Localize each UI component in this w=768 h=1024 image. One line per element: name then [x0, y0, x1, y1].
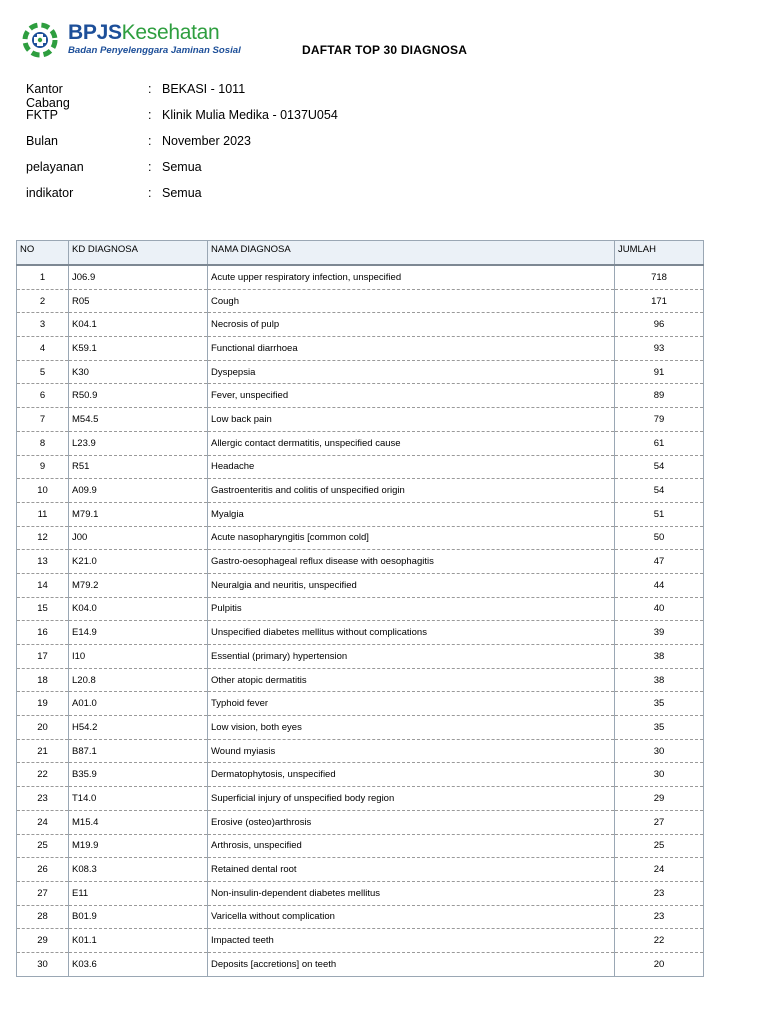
meta-label: FKTP — [26, 108, 58, 122]
bpjs-logo-icon — [22, 22, 58, 58]
table-row — [17, 526, 704, 550]
cell-nama-diagnosa: Cough — [208, 289, 615, 313]
table-row — [17, 929, 704, 953]
brand-tagline: Badan Penyelenggara Jaminan Sosial — [68, 45, 241, 56]
cell-no: 19 — [17, 692, 69, 716]
cell-kd-diagnosa: K01.1 — [69, 929, 208, 953]
cell-jumlah: 27 — [615, 810, 704, 834]
cell-nama-diagnosa: Fever, unspecified — [208, 384, 615, 408]
table-row — [17, 360, 704, 384]
cell-no: 30 — [17, 952, 69, 976]
cell-kd-diagnosa: K04.0 — [69, 597, 208, 621]
cell-nama-diagnosa: Low back pain — [208, 408, 615, 432]
cell-nama-diagnosa: Erosive (osteo)arthrosis — [208, 810, 615, 834]
cell-jumlah: 54 — [615, 455, 704, 479]
cell-no: 12 — [17, 526, 69, 550]
cell-nama-diagnosa: Unspecified diabetes mellitus without complications — [208, 621, 615, 645]
table-row — [17, 479, 704, 503]
table-row — [17, 289, 704, 313]
table-row — [17, 597, 704, 621]
table-row — [17, 763, 704, 787]
cell-kd-diagnosa: J06.9 — [69, 265, 208, 289]
cell-kd-diagnosa: I10 — [69, 645, 208, 669]
meta-value: BEKASI - 1011 — [162, 82, 246, 96]
cell-jumlah: 89 — [615, 384, 704, 408]
cell-no: 8 — [17, 431, 69, 455]
meta-label: indikator — [26, 186, 74, 200]
table-row — [17, 692, 704, 716]
cell-nama-diagnosa: Typhoid fever — [208, 692, 615, 716]
cell-jumlah: 51 — [615, 502, 704, 526]
cell-nama-diagnosa: Gastroenteritis and colitis of unspecified origin — [208, 479, 615, 503]
meta-value: November 2023 — [162, 134, 251, 148]
cell-kd-diagnosa: M79.1 — [69, 502, 208, 526]
table-row — [17, 858, 704, 882]
meta-label: Kantor Cabang — [26, 82, 70, 110]
cell-kd-diagnosa: M19.9 — [69, 834, 208, 858]
table-row — [17, 431, 704, 455]
table-row — [17, 265, 704, 289]
cell-kd-diagnosa: L23.9 — [69, 431, 208, 455]
brand-kesehatan: Kesehatan — [121, 21, 220, 44]
cell-nama-diagnosa: Gastro-oesophageal reflux disease with oesophagitis — [208, 550, 615, 574]
cell-nama-diagnosa: Varicella without complication — [208, 905, 615, 929]
table-row — [17, 455, 704, 479]
cell-kd-diagnosa: K30 — [69, 360, 208, 384]
table-row — [17, 384, 704, 408]
cell-nama-diagnosa: Non-insulin-dependent diabetes mellitus — [208, 881, 615, 905]
cell-no: 1 — [17, 265, 69, 289]
cell-kd-diagnosa: E11 — [69, 881, 208, 905]
cell-jumlah: 22 — [615, 929, 704, 953]
cell-no: 6 — [17, 384, 69, 408]
header-kd-diagnosa: KD DIAGNOSA — [69, 241, 208, 266]
cell-kd-diagnosa: M15.4 — [69, 810, 208, 834]
meta-colon: : — [148, 186, 152, 200]
cell-nama-diagnosa: Low vision, both eyes — [208, 716, 615, 740]
header-jumlah: JUMLAH — [615, 241, 704, 266]
table-row — [17, 881, 704, 905]
meta-colon: : — [148, 160, 152, 174]
cell-kd-diagnosa: K03.6 — [69, 952, 208, 976]
cell-jumlah: 30 — [615, 739, 704, 763]
cell-no: 20 — [17, 716, 69, 740]
cell-jumlah: 30 — [615, 763, 704, 787]
cell-no: 17 — [17, 645, 69, 669]
cell-nama-diagnosa: Allergic contact dermatitis, unspecified cause — [208, 431, 615, 455]
meta-label: Bulan — [26, 134, 58, 148]
cell-kd-diagnosa: K59.1 — [69, 337, 208, 361]
table-body — [17, 265, 704, 976]
meta-value: Semua — [162, 186, 202, 200]
meta-colon: : — [148, 108, 152, 122]
cell-jumlah: 47 — [615, 550, 704, 574]
meta-label: pelayanan — [26, 160, 84, 174]
cell-kd-diagnosa: B01.9 — [69, 905, 208, 929]
cell-no: 21 — [17, 739, 69, 763]
table-row — [17, 408, 704, 432]
cell-no: 22 — [17, 763, 69, 787]
cell-jumlah: 23 — [615, 881, 704, 905]
table-row — [17, 810, 704, 834]
cell-jumlah: 50 — [615, 526, 704, 550]
cell-no: 4 — [17, 337, 69, 361]
diagnosis-table — [16, 240, 704, 977]
cell-nama-diagnosa: Wound myiasis — [208, 739, 615, 763]
meta-colon: : — [148, 82, 152, 96]
cell-kd-diagnosa: M79.2 — [69, 573, 208, 597]
cell-no: 15 — [17, 597, 69, 621]
cell-nama-diagnosa: Functional diarrhoea — [208, 337, 615, 361]
cell-nama-diagnosa: Dermatophytosis, unspecified — [208, 763, 615, 787]
cell-nama-diagnosa: Retained dental root — [208, 858, 615, 882]
cell-kd-diagnosa: R50.9 — [69, 384, 208, 408]
brand-wordmark — [68, 22, 241, 56]
cell-nama-diagnosa: Headache — [208, 455, 615, 479]
table-row — [17, 645, 704, 669]
cell-nama-diagnosa: Impacted teeth — [208, 929, 615, 953]
cell-kd-diagnosa: K08.3 — [69, 858, 208, 882]
cell-kd-diagnosa: A01.0 — [69, 692, 208, 716]
table-header-row — [17, 241, 704, 266]
cell-no: 7 — [17, 408, 69, 432]
table-row — [17, 787, 704, 811]
cell-jumlah: 24 — [615, 858, 704, 882]
table-row — [17, 621, 704, 645]
cell-kd-diagnosa: R05 — [69, 289, 208, 313]
cell-kd-diagnosa: H54.2 — [69, 716, 208, 740]
cell-no: 29 — [17, 929, 69, 953]
cell-nama-diagnosa: Acute nasopharyngitis [common cold] — [208, 526, 615, 550]
cell-jumlah: 96 — [615, 313, 704, 337]
table-row — [17, 905, 704, 929]
cell-jumlah: 20 — [615, 952, 704, 976]
cell-nama-diagnosa: Essential (primary) hypertension — [208, 645, 615, 669]
cell-jumlah: 39 — [615, 621, 704, 645]
cell-jumlah: 91 — [615, 360, 704, 384]
table-row — [17, 952, 704, 976]
cell-jumlah: 35 — [615, 716, 704, 740]
cell-no: 23 — [17, 787, 69, 811]
cell-kd-diagnosa: M54.5 — [69, 408, 208, 432]
cell-no: 13 — [17, 550, 69, 574]
cell-jumlah: 35 — [615, 692, 704, 716]
cell-nama-diagnosa: Other atopic dermatitis — [208, 668, 615, 692]
cell-nama-diagnosa: Acute upper respiratory infection, unspecified — [208, 265, 615, 289]
cell-kd-diagnosa: K04.1 — [69, 313, 208, 337]
cell-jumlah: 61 — [615, 431, 704, 455]
cell-nama-diagnosa: Arthrosis, unspecified — [208, 834, 615, 858]
cell-kd-diagnosa: T14.0 — [69, 787, 208, 811]
cell-no: 25 — [17, 834, 69, 858]
cell-no: 2 — [17, 289, 69, 313]
cell-no: 26 — [17, 858, 69, 882]
table-row — [17, 716, 704, 740]
cell-nama-diagnosa: Pulpitis — [208, 597, 615, 621]
cell-jumlah: 93 — [615, 337, 704, 361]
cell-no: 3 — [17, 313, 69, 337]
header-nama-diagnosa: NAMA DIAGNOSA — [208, 241, 615, 266]
cell-nama-diagnosa: Neuralgia and neuritis, unspecified — [208, 573, 615, 597]
document-title: DAFTAR TOP 30 DIAGNOSA — [302, 43, 468, 57]
table-row — [17, 337, 704, 361]
cell-nama-diagnosa: Necrosis of pulp — [208, 313, 615, 337]
cell-nama-diagnosa: Deposits [accretions] on teeth — [208, 952, 615, 976]
cell-no: 10 — [17, 479, 69, 503]
table-row — [17, 739, 704, 763]
cell-no: 11 — [17, 502, 69, 526]
cell-no: 24 — [17, 810, 69, 834]
cell-kd-diagnosa: A09.9 — [69, 479, 208, 503]
cell-no: 9 — [17, 455, 69, 479]
cell-no: 18 — [17, 668, 69, 692]
cell-kd-diagnosa: J00 — [69, 526, 208, 550]
cell-kd-diagnosa: B35.9 — [69, 763, 208, 787]
cell-jumlah: 23 — [615, 905, 704, 929]
cell-kd-diagnosa: E14.9 — [69, 621, 208, 645]
cell-kd-diagnosa: K21.0 — [69, 550, 208, 574]
cell-nama-diagnosa: Superficial injury of unspecified body region — [208, 787, 615, 811]
cell-jumlah: 38 — [615, 645, 704, 669]
cell-no: 28 — [17, 905, 69, 929]
table-row — [17, 668, 704, 692]
meta-value: Klinik Mulia Medika - 0137U054 — [162, 108, 338, 122]
cell-jumlah: 79 — [615, 408, 704, 432]
cell-kd-diagnosa: B87.1 — [69, 739, 208, 763]
cell-jumlah: 29 — [615, 787, 704, 811]
table-row — [17, 573, 704, 597]
header-no: NO — [17, 241, 69, 266]
meta-value: Semua — [162, 160, 202, 174]
brand-bpjs: BPJS — [68, 21, 122, 44]
table-row — [17, 502, 704, 526]
cell-jumlah: 54 — [615, 479, 704, 503]
cell-jumlah: 25 — [615, 834, 704, 858]
cell-nama-diagnosa: Dyspepsia — [208, 360, 615, 384]
cell-no: 5 — [17, 360, 69, 384]
cell-no: 27 — [17, 881, 69, 905]
table-row — [17, 834, 704, 858]
meta-colon: : — [148, 134, 152, 148]
table-row — [17, 313, 704, 337]
cell-kd-diagnosa: L20.8 — [69, 668, 208, 692]
cell-nama-diagnosa: Myalgia — [208, 502, 615, 526]
cell-jumlah: 38 — [615, 668, 704, 692]
cell-no: 14 — [17, 573, 69, 597]
cell-kd-diagnosa: R51 — [69, 455, 208, 479]
bpjs-logo — [22, 22, 242, 58]
cell-no: 16 — [17, 621, 69, 645]
cell-jumlah: 718 — [615, 265, 704, 289]
cell-jumlah: 40 — [615, 597, 704, 621]
table-row — [17, 550, 704, 574]
cell-jumlah: 44 — [615, 573, 704, 597]
cell-jumlah: 171 — [615, 289, 704, 313]
